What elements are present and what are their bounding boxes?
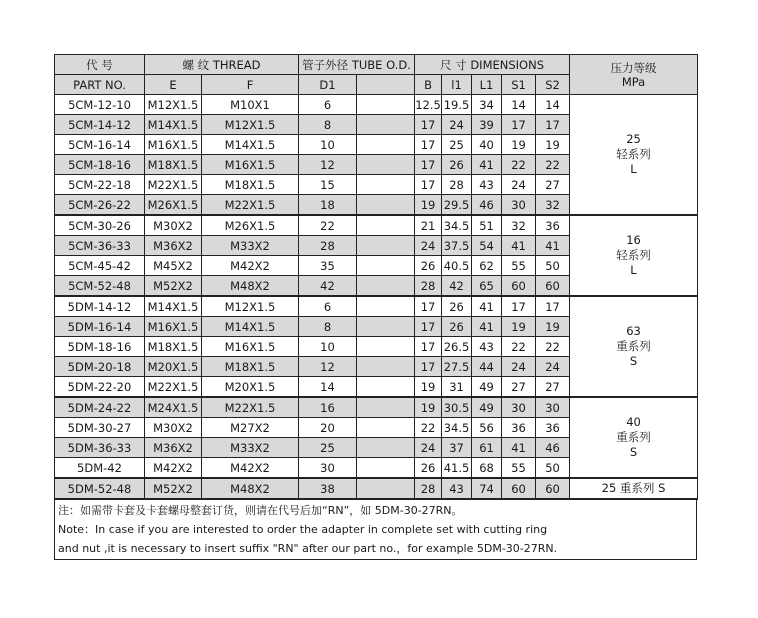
l1-cell: 54: [472, 236, 502, 256]
thread-e-cell: M30X2: [145, 215, 202, 236]
l-cell: 42: [442, 276, 472, 297]
s2-cell: 60: [536, 276, 570, 297]
b-cell: 19: [415, 195, 442, 216]
part-no-cell: 5DM-14-12: [55, 296, 145, 317]
pressure-letter: S: [629, 354, 638, 368]
d1-cell: 8: [299, 115, 357, 135]
l1-cell: 41: [472, 296, 502, 317]
s2-cell: 19: [536, 135, 570, 155]
thread-e-cell: M52X2: [145, 276, 202, 297]
s1-cell: 30: [502, 397, 536, 418]
dimensions-header: 尺 寸 DIMENSIONS: [415, 55, 570, 75]
s1-cell: 14: [502, 95, 536, 115]
l-cell: 19.5: [442, 95, 472, 115]
blank-cell: [357, 135, 415, 155]
l1-cell: 43: [472, 175, 502, 195]
s2-cell: 50: [536, 256, 570, 276]
blank-cell: [357, 458, 415, 479]
s1-header: S1: [502, 75, 536, 95]
s2-cell: 36: [536, 418, 570, 438]
pressure-value: 40: [626, 415, 641, 429]
s2-cell: 24: [536, 357, 570, 377]
l-cell: 41.5: [442, 458, 472, 479]
s1-cell: 22: [502, 337, 536, 357]
blank-cell: [357, 377, 415, 398]
pressure-series: 轻系列: [616, 147, 651, 161]
pressure-group-cell: [570, 397, 698, 478]
part-no-cell: 5CM-22-18: [55, 175, 145, 195]
d1-cell: 14: [299, 377, 357, 398]
d1-cell: 35: [299, 256, 357, 276]
thread-f-cell: M14X1.5: [202, 317, 299, 337]
thread-e-cell: M26X1.5: [145, 195, 202, 216]
thread-f-cell: M16X1.5: [202, 337, 299, 357]
d1-cell: 25: [299, 438, 357, 458]
s2-cell: 17: [536, 115, 570, 135]
blank-cell: [357, 175, 415, 195]
b-cell: 17: [415, 175, 442, 195]
pressure-letter: L: [630, 162, 637, 176]
l-cell: 37.5: [442, 236, 472, 256]
blank-cell: [357, 418, 415, 438]
s1-cell: 55: [502, 458, 536, 479]
s1-cell: 27: [502, 377, 536, 398]
l1-cell: 65: [472, 276, 502, 297]
thread-e-cell: M42X2: [145, 458, 202, 479]
s2-cell: 46: [536, 438, 570, 458]
l-cell: 37: [442, 438, 472, 458]
s1-cell: 22: [502, 155, 536, 175]
l1-cell: 56: [472, 418, 502, 438]
s1-cell: 19: [502, 317, 536, 337]
l-header: l1: [442, 75, 472, 95]
pressure-group-cell: [570, 215, 698, 296]
d1-cell: 16: [299, 397, 357, 418]
s2-cell: 19: [536, 317, 570, 337]
blank-cell: [357, 256, 415, 276]
part-no-cell: 5DM-16-14: [55, 317, 145, 337]
thread-f-cell: M16X1.5: [202, 155, 299, 175]
thread-f-cell: M22X1.5: [202, 195, 299, 216]
b-cell: 17: [415, 317, 442, 337]
l-cell: 25: [442, 135, 472, 155]
blank-cell: [357, 155, 415, 175]
thread-f-cell: M42X2: [202, 458, 299, 479]
part-no-cell: 5CM-18-16: [55, 155, 145, 175]
part-no-cell: 5DM-24-22: [55, 397, 145, 418]
l1-cell: 61: [472, 438, 502, 458]
l-cell: 43: [442, 478, 472, 499]
s1-cell: 17: [502, 115, 536, 135]
pressure-series: 重系列: [616, 430, 651, 444]
l-cell: 28: [442, 175, 472, 195]
l-cell: 26: [442, 155, 472, 175]
b-cell: 21: [415, 215, 442, 236]
b-cell: 17: [415, 155, 442, 175]
blank-header: [357, 75, 415, 95]
thread-header: 螺 纹 THREAD: [145, 55, 299, 75]
thread-f-cell: M33X2: [202, 236, 299, 256]
pressure-header-cn: 压力等级: [610, 60, 657, 75]
table-row: [55, 397, 698, 418]
table-body: [55, 95, 698, 500]
b-cell: 24: [415, 236, 442, 256]
b-cell: 24: [415, 438, 442, 458]
b-cell: 17: [415, 135, 442, 155]
blank-cell: [357, 236, 415, 256]
part-no-cell: 5CM-30-26: [55, 215, 145, 236]
blank-cell: [357, 317, 415, 337]
pressure-group-cell: [570, 296, 698, 397]
part-no-cell: 5DM-42: [55, 458, 145, 479]
s2-cell: 14: [536, 95, 570, 115]
l1-cell: 51: [472, 215, 502, 236]
s1-cell: 55: [502, 256, 536, 276]
d1-cell: 42: [299, 276, 357, 297]
l1-cell: 39: [472, 115, 502, 135]
s2-header: S2: [536, 75, 570, 95]
note-en-line-1: Note：In case if you are interested to order the adapter in complete set with cutting ring: [58, 523, 548, 536]
d1-cell: 6: [299, 95, 357, 115]
d1-cell: 18: [299, 195, 357, 216]
s2-cell: 27: [536, 175, 570, 195]
thread-f-cell: M12X1.5: [202, 296, 299, 317]
table-row: [55, 478, 698, 499]
l1-cell: 41: [472, 155, 502, 175]
thread-e-cell: M30X2: [145, 418, 202, 438]
code-header: 代 号: [55, 55, 145, 75]
b-cell: 19: [415, 397, 442, 418]
note-en-line-2: and nut ,it is necessary to insert suffix "RN" after our part no.，for example 5DM-30-27RN.: [58, 542, 558, 555]
pressure-value: 25: [626, 132, 641, 146]
table-row: [55, 215, 698, 236]
d1-header: D1: [299, 75, 357, 95]
thread-f-cell: M10X1: [202, 95, 299, 115]
l-cell: 31: [442, 377, 472, 398]
blank-cell: [357, 357, 415, 377]
s1-cell: 24: [502, 357, 536, 377]
blank-cell: [357, 115, 415, 135]
b-cell: 17: [415, 115, 442, 135]
l1-cell: 62: [472, 256, 502, 276]
s2-cell: 50: [536, 458, 570, 479]
l-cell: 26: [442, 317, 472, 337]
s2-cell: 41: [536, 236, 570, 256]
pressure-series: 轻系列: [616, 248, 651, 262]
thread-e-cell: M14X1.5: [145, 296, 202, 317]
thread-e-cell: M14X1.5: [145, 115, 202, 135]
s1-cell: 41: [502, 236, 536, 256]
part-no-cell: 5CM-26-22: [55, 195, 145, 216]
l1-cell: 68: [472, 458, 502, 479]
part-no-cell: 5CM-45-42: [55, 256, 145, 276]
b-cell: 17: [415, 357, 442, 377]
thread-e-cell: M16X1.5: [145, 317, 202, 337]
b-cell: 17: [415, 296, 442, 317]
thread-e-cell: M22X1.5: [145, 377, 202, 398]
pressure-group-cell: 25 重系列 S: [570, 478, 698, 499]
b-header: B: [415, 75, 442, 95]
pressure-letter: S: [629, 445, 638, 459]
l-cell: 40.5: [442, 256, 472, 276]
l1-header: L1: [472, 75, 502, 95]
d1-cell: 15: [299, 175, 357, 195]
blank-cell: [357, 438, 415, 458]
d1-cell: 10: [299, 337, 357, 357]
part-no-cell: 5DM-20-18: [55, 357, 145, 377]
b-cell: 26: [415, 458, 442, 479]
note-cn: 注：如需带卡套及卡套螺母整套订货，则请在代号后加“RN”，如 5DM-30-27RN。: [58, 504, 463, 517]
l1-cell: 46: [472, 195, 502, 216]
part-no-cell: 5DM-36-33: [55, 438, 145, 458]
part-no-cell: 5DM-18-16: [55, 337, 145, 357]
s1-cell: 60: [502, 276, 536, 297]
s2-cell: 27: [536, 377, 570, 398]
thread-f-cell: M22X1.5: [202, 397, 299, 418]
l-cell: 24: [442, 115, 472, 135]
l1-cell: 49: [472, 397, 502, 418]
s2-cell: 30: [536, 397, 570, 418]
s2-cell: 60: [536, 478, 570, 499]
pressure-header: [570, 55, 698, 95]
d1-cell: 6: [299, 296, 357, 317]
thread-f-cell: M14X1.5: [202, 135, 299, 155]
d1-cell: 38: [299, 478, 357, 499]
s2-cell: 32: [536, 195, 570, 216]
s2-cell: 17: [536, 296, 570, 317]
tube-od-header: 管子外径 TUBE O.D.: [299, 55, 415, 75]
thread-e-cell: M20X1.5: [145, 357, 202, 377]
blank-cell: [357, 215, 415, 236]
thread-f-cell: M20X1.5: [202, 377, 299, 398]
l1-cell: 34: [472, 95, 502, 115]
thread-f-cell: M12X1.5: [202, 115, 299, 135]
d1-cell: 28: [299, 236, 357, 256]
pressure-series: 重系列: [616, 339, 651, 353]
spec-sheet: [54, 54, 697, 560]
thread-e-cell: M22X1.5: [145, 175, 202, 195]
s1-cell: 24: [502, 175, 536, 195]
thread-f-cell: M48X2: [202, 478, 299, 499]
l-cell: 30.5: [442, 397, 472, 418]
b-cell: 22: [415, 418, 442, 438]
blank-cell: [357, 95, 415, 115]
pressure-letter: L: [630, 263, 637, 277]
thread-e-cell: M24X1.5: [145, 397, 202, 418]
d1-cell: 8: [299, 317, 357, 337]
s1-cell: 32: [502, 215, 536, 236]
thread-f-cell: M42X2: [202, 256, 299, 276]
blank-cell: [357, 195, 415, 216]
l-cell: 27.5: [442, 357, 472, 377]
d1-cell: 20: [299, 418, 357, 438]
thread-e-cell: M18X1.5: [145, 337, 202, 357]
d1-cell: 10: [299, 135, 357, 155]
s1-cell: 41: [502, 438, 536, 458]
thread-f-cell: M18X1.5: [202, 175, 299, 195]
table-row: [55, 95, 698, 115]
l1-cell: 49: [472, 377, 502, 398]
thread-e-cell: M18X1.5: [145, 155, 202, 175]
part-no-cell: 5CM-36-33: [55, 236, 145, 256]
thread-e-cell: M52X2: [145, 478, 202, 499]
header-row-1: [55, 55, 698, 75]
l-cell: 26: [442, 296, 472, 317]
l-cell: 34.5: [442, 418, 472, 438]
thread-e-cell: M36X2: [145, 438, 202, 458]
s2-cell: 22: [536, 337, 570, 357]
s1-cell: 36: [502, 418, 536, 438]
b-cell: 26: [415, 256, 442, 276]
b-cell: 28: [415, 276, 442, 297]
thread-f-cell: M18X1.5: [202, 357, 299, 377]
part-no-cell: 5DM-22-20: [55, 377, 145, 398]
l1-cell: 40: [472, 135, 502, 155]
b-cell: 12.5: [415, 95, 442, 115]
thread-f-cell: M26X1.5: [202, 215, 299, 236]
blank-cell: [357, 397, 415, 418]
thread-e-cell: M16X1.5: [145, 135, 202, 155]
pressure-value: 63: [626, 324, 641, 338]
thread-e-cell: M45X2: [145, 256, 202, 276]
d1-cell: 22: [299, 215, 357, 236]
pressure-group-cell: [570, 95, 698, 216]
blank-cell: [357, 337, 415, 357]
thread-e-cell: M36X2: [145, 236, 202, 256]
s2-cell: 36: [536, 215, 570, 236]
thread-e-cell: M12X1.5: [145, 95, 202, 115]
e-header: E: [145, 75, 202, 95]
thread-f-cell: M48X2: [202, 276, 299, 297]
l1-cell: 74: [472, 478, 502, 499]
notes: [54, 500, 697, 560]
table-row: [55, 296, 698, 317]
l1-cell: 43: [472, 337, 502, 357]
d1-cell: 30: [299, 458, 357, 479]
s1-cell: 17: [502, 296, 536, 317]
b-cell: 28: [415, 478, 442, 499]
d1-cell: 12: [299, 155, 357, 175]
s2-cell: 22: [536, 155, 570, 175]
blank-cell: [357, 296, 415, 317]
part-no-cell: 5CM-14-12: [55, 115, 145, 135]
b-cell: 19: [415, 377, 442, 398]
l-cell: 26.5: [442, 337, 472, 357]
s1-cell: 19: [502, 135, 536, 155]
l-cell: 34.5: [442, 215, 472, 236]
part-no-cell: 5DM-30-27: [55, 418, 145, 438]
s1-cell: 30: [502, 195, 536, 216]
part-no-cell: 5DM-52-48: [55, 478, 145, 499]
d1-cell: 12: [299, 357, 357, 377]
pressure-header-unit: MPa: [621, 74, 646, 89]
l1-cell: 41: [472, 317, 502, 337]
l1-cell: 44: [472, 357, 502, 377]
part-no-cell: 5CM-12-10: [55, 95, 145, 115]
part-no-cell: 5CM-52-48: [55, 276, 145, 297]
dimension-table: [54, 54, 698, 500]
l-cell: 29.5: [442, 195, 472, 216]
thread-f-cell: M27X2: [202, 418, 299, 438]
thread-f-cell: M33X2: [202, 438, 299, 458]
blank-cell: [357, 276, 415, 297]
part-no-cell: 5CM-16-14: [55, 135, 145, 155]
b-cell: 17: [415, 337, 442, 357]
pressure-value: 16: [626, 233, 641, 247]
part-no-header: PART NO.: [55, 75, 145, 95]
f-header: F: [202, 75, 299, 95]
blank-cell: [357, 478, 415, 499]
s1-cell: 60: [502, 478, 536, 499]
